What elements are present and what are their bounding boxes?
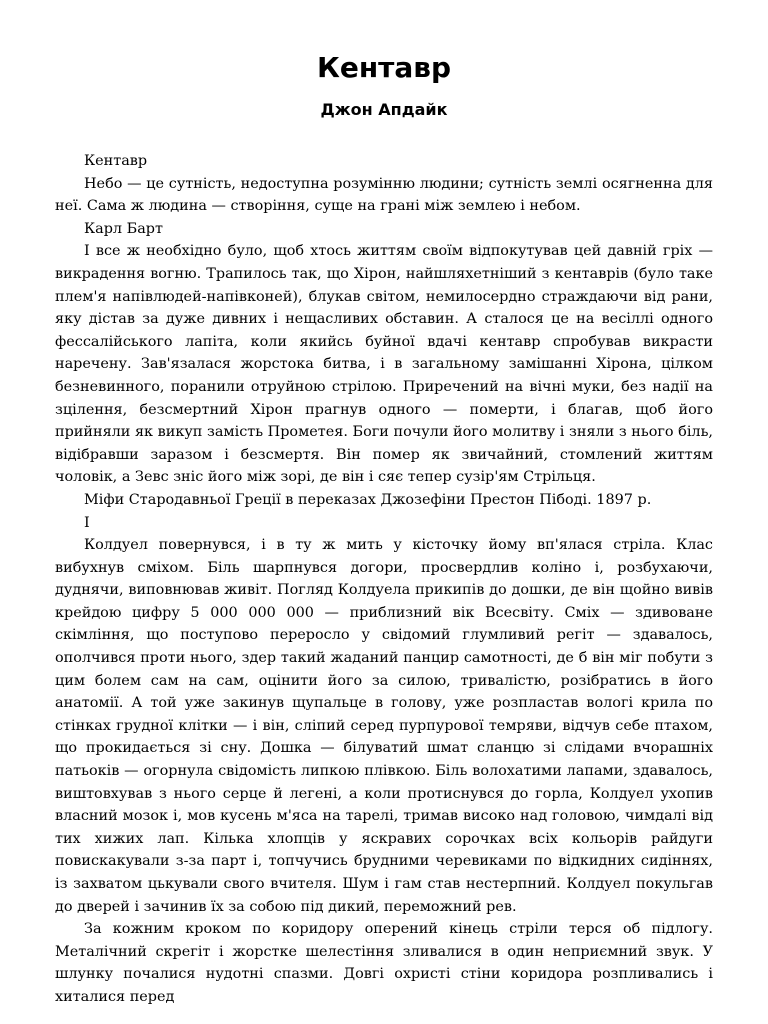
paragraph-section-title: Кентавр [84,153,148,169]
document-title: Кентавр [316,51,452,84]
paragraph-epigraph-1: Небо — це сутність, недоступна розумінню людини; сутність землі осягненна для неї. Сама ж людина — створіння, суще на грані між землею і небом. [55,175,713,215]
paragraph-body-1: Колдуел повернувся, і в ту ж мить у кісточку йому вп'ялася стріла. Клас вибухнув сміхом. Біль шарпнувся догори, просвердлив коліно і, розбухаючи, дуднячи, виповнював живіт. Погляд Колдуела прикипів до дошки, де він щойно вивів крейдою цифру 5 000 000 000 — приблизний вік Всесвіту. Сміх — здивоване скімління, що поступово переросло у свідомий глумливий регіт — здавалось, ополчився проти нього, здер такий жаданий панцир самотності, де б він міг побути з цим болем сам на сам, оцінити його за силою, тривалістю, розібратись в його анатомії. А той уже закинув щупальце в голову, уже розпластав вологі крила по стінках грудної клітки — і він, сліпий серед пурпурової темряви, відчув себе птахом, що прокидається зі сну. Дошка — білуватий шмат сланцю зі слідами вчорашніх патьоків — огорнула свідомість липкою плівкою. Біль волохатими лапами, здавалось, виштовхував з нього серце й легені, а коли протиснувся до горла, Колдуел ухопив власний мозок і, мов кусень м'яса на тарелі, тримав високо над головою, чимдалі від тих хижих лап. Кілька хлопців у яскравих сорочках всіх кольорів райдуги повискакували з-за парт і, топчучись брудними черевиками по відкидних сидіннях, із захватом цькували свого вчителя. Шум і гам став нестерпний. Колдуел покульгав до дверей і зачинив їх за собою під дикий, переможний рев. [55,537,713,915]
paragraph-chapter-number: I [84,514,90,531]
document-page [55,48,713,1009]
document-author: Джон Апдайк [320,100,448,119]
paragraph-epigraph-2-attribution: Міфи Стародавньої Греції в переказах Джозефіни Престон Пібоді. 1897 р. [84,491,652,508]
paragraph-epigraph-2: І все ж необхідно було, щоб хтось життям своїм відпокутував цей давній гріх — викрадення вогню. Трапилось так, що Хірон, найшляхетніший з кентаврів (було таке плем'я напівлюдей-напівконей), блукав світом, немилосердно страждаючи від рани, яку дістав за дуже дивних і нещасливих обставин. А сталося це на весіллі одного фессалійського лапіта, коли якийсь буйної вдачі кентавр спробував викрасти наречену. Зав'язалася жорстока битва, і в загальному замішанні Хірона, цілком безневинного, поранили отруйною стрілою. Приречений на вічні муки, без надії на зцілення, безсмертний Хірон прагнув одного — померти, і благав, щоб його прийняли як викуп замість Прометея. Боги почули його молитву і зняли з нього біль, відібравши заразом і безсмертя. Він помер як звичайний, стомлений життям чоловік, а Зевс зніс його між зорі, де він і сяє тепер сузір'ям Стрільця. [55,243,713,486]
paragraph-body-2: За кожним кроком по коридору оперений кінець стріли терся об підлогу. Металічний скрегіт і жорстке шелестіння зливалися в один неприємний звук. У шлунку почалися нудотні спазми. Довгі охристі стіни коридора розпливались і хиталися перед [55,921,713,1005]
paragraph-epigraph-1-attribution: Карл Барт [84,220,163,237]
document-body [55,150,713,1009]
